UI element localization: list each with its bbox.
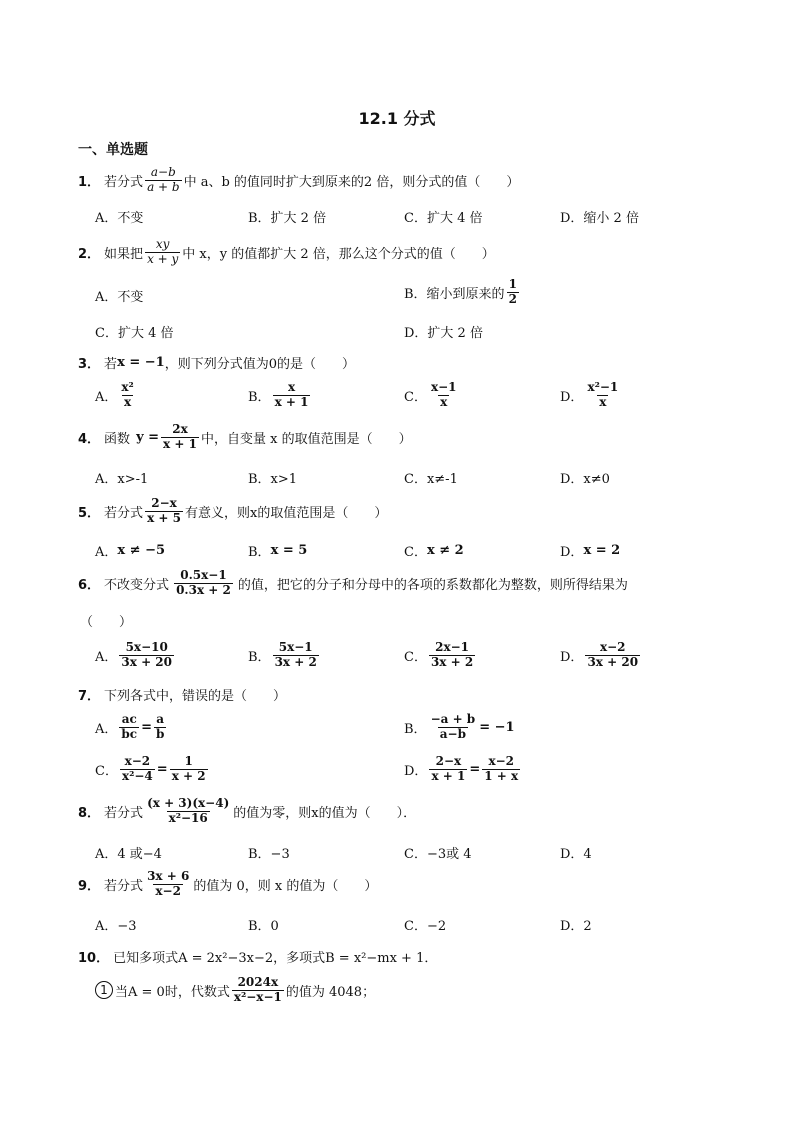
option-d[interactable]: D．扩大 2 倍 (404, 326, 483, 341)
fraction-numerator: 5x−10 (125, 640, 168, 654)
fraction-denominator: x + 1 (274, 394, 309, 409)
option-d[interactable] (560, 641, 642, 670)
fraction-denominator: 1 + x (484, 768, 519, 783)
question-number: 2． (78, 246, 101, 262)
fraction-denominator: b (156, 726, 165, 741)
fraction-denominator: x (124, 394, 132, 409)
option-label: A． (95, 721, 118, 737)
option-a[interactable]: A．−3 (95, 919, 137, 934)
fraction-numerator: a−b (150, 165, 176, 179)
question-text: 中，自变量 x 的取值范围是（ ） (200, 431, 412, 447)
fraction-denominator: 0.3x + 2 (176, 582, 231, 597)
section-heading: 一、单选题 (78, 142, 148, 158)
option-a[interactable]: A．4 或−4 (95, 847, 162, 862)
fraction-numerator: x² (121, 380, 134, 394)
question-8 (78, 797, 416, 826)
fraction-numerator: xy (155, 237, 170, 251)
option-label: D． (560, 649, 584, 665)
fraction (429, 641, 475, 670)
question-number: 8． (78, 805, 101, 821)
question-number: 6． (78, 577, 101, 593)
option-c[interactable]: C．扩大 4 倍 (95, 326, 174, 341)
option-label: B． (248, 545, 271, 560)
fraction (170, 755, 208, 784)
option-d[interactable]: D．2 (560, 919, 592, 934)
option-c[interactable] (404, 381, 461, 410)
question-text: 如果把 (104, 246, 144, 262)
option-label: A． (95, 545, 118, 560)
fraction-numerator: 0.5x−1 (180, 568, 227, 582)
option-b[interactable] (404, 278, 521, 307)
option-label: D． (404, 763, 428, 779)
fraction (119, 381, 135, 410)
fraction (145, 497, 183, 526)
option-c[interactable]: C．−3或 4 (404, 847, 472, 862)
option-label: A． (95, 389, 118, 405)
option-label: A． (95, 649, 118, 665)
option-c[interactable] (404, 541, 464, 560)
option-b[interactable]: B．扩大 2 倍 (248, 211, 327, 226)
question-3 (78, 353, 355, 372)
question-text: 若分式 (104, 174, 144, 190)
question-number: 7． (78, 689, 101, 704)
question-text: 若分式 (104, 878, 144, 894)
option-d[interactable] (404, 755, 522, 784)
fraction (429, 381, 459, 410)
question-2 (78, 238, 495, 267)
question-10-part-1 (95, 976, 375, 1005)
question-9 (78, 870, 377, 899)
fraction-denominator: x + y (147, 251, 179, 266)
fraction (507, 278, 519, 307)
page-title: 12.1 分式 (358, 109, 436, 128)
fraction-denominator: bc (121, 726, 138, 741)
fraction-denominator: x + 5 (147, 510, 181, 525)
question-6 (78, 569, 628, 598)
fraction-denominator: 3x + 2 (430, 654, 474, 669)
option-d[interactable]: D．缩小 2 倍 (560, 211, 639, 226)
option-label: C． (404, 649, 427, 665)
equals-sign: = (141, 719, 152, 735)
fraction-numerator: ac (121, 712, 137, 726)
option-c[interactable] (95, 755, 210, 784)
option-a[interactable]: A．x>-1 (95, 472, 149, 487)
option-d[interactable]: D．4 (560, 847, 592, 862)
fraction-numerator: 2x (172, 422, 188, 436)
fraction-denominator: x (599, 394, 607, 409)
fraction-numerator: 1 (184, 754, 193, 768)
option-a[interactable]: A．不变 (95, 211, 144, 226)
option-b[interactable] (248, 381, 312, 410)
fraction-numerator: 2−x (151, 496, 177, 510)
fraction-denominator: a−b (439, 726, 466, 741)
option-d[interactable]: D．x≠0 (560, 472, 610, 487)
question-10 (78, 947, 437, 966)
math-expression: y = (136, 429, 160, 445)
question-1 (78, 166, 519, 195)
option-b[interactable]: B．0 (248, 919, 279, 934)
option-value: x = 2 (583, 543, 621, 558)
option-label: C． (95, 763, 118, 779)
fraction-numerator: 2−x (435, 754, 462, 768)
question-text: 函数 (104, 431, 131, 447)
fraction-numerator: x−2 (488, 754, 514, 768)
question-text: 中 a、b 的值同时扩大到原来的2 倍，则分式的值（ ） (183, 174, 520, 190)
question-text: 已知多项式A = 2x²−3x−2，多项式B = x²−mx + 1． (113, 951, 438, 966)
option-c[interactable]: C．扩大 4 倍 (404, 211, 483, 226)
fraction (429, 713, 478, 742)
option-label: C． (404, 389, 427, 405)
option-b[interactable]: B．x>1 (248, 472, 298, 487)
question-4 (78, 423, 412, 452)
fraction (145, 238, 180, 267)
fraction-denominator: a + b (147, 179, 180, 194)
question-number: 4． (78, 431, 101, 447)
fraction-denominator: x + 2 (171, 768, 206, 783)
fraction-numerator: 5x−1 (278, 640, 313, 654)
fraction-numerator: x−2 (124, 754, 151, 768)
fraction-denominator: x²−4 (121, 768, 153, 783)
question-text: 中 x，y 的值都扩大 2 倍，那么这个分式的值（ ） (182, 246, 495, 262)
fraction (119, 641, 174, 670)
equals-sign: = (156, 761, 168, 777)
option-text: B．缩小到原来的 (404, 286, 505, 302)
fraction (174, 569, 233, 598)
fraction-numerator: x−2 (599, 640, 626, 654)
option-c[interactable] (404, 641, 477, 670)
fraction (145, 870, 191, 899)
question-number: 5． (78, 505, 101, 521)
question-text: 若 (104, 357, 118, 372)
option-a[interactable] (95, 641, 176, 670)
fraction (273, 381, 311, 410)
option-label: B． (248, 389, 271, 405)
question-text: 若分式 (104, 505, 144, 521)
fraction-denominator: x + 1 (163, 436, 197, 451)
math-expression: x = −1 (117, 355, 165, 370)
fraction (120, 755, 155, 784)
fraction-numerator: (x + 3)(x−4) (147, 796, 230, 810)
fraction-numerator: a (156, 712, 165, 726)
fraction-numerator: x (287, 380, 296, 394)
option-value: x ≠ −5 (117, 543, 166, 558)
fraction-denominator: 3x + 2 (274, 654, 317, 669)
fraction-denominator: x (440, 394, 448, 409)
option-value: x = 5 (270, 543, 308, 558)
fraction (585, 641, 640, 670)
option-label: C． (404, 545, 427, 560)
question-5 (78, 497, 387, 526)
fraction-denominator: x²−x−1 (233, 989, 282, 1004)
option-c[interactable]: C．x≠-1 (404, 472, 458, 487)
question-text: 有意义，则x的取值范围是（ ） (184, 505, 388, 521)
question-text: 不改变分式 (104, 577, 170, 593)
option-d[interactable] (560, 381, 622, 410)
option-label: D． (560, 389, 584, 405)
option-b[interactable] (248, 541, 307, 560)
option-b[interactable]: B．−3 (248, 847, 290, 862)
fraction (482, 755, 520, 784)
option-d[interactable] (560, 541, 620, 560)
option-label: B． (248, 649, 271, 665)
question-text: 的值为 0，则 x 的值为（ ） (193, 878, 378, 894)
fraction (145, 797, 231, 826)
question-6-continuation: （ ） (80, 615, 133, 630)
fraction-numerator: 3x + 6 (147, 869, 190, 883)
fraction-numerator: 1 (508, 277, 517, 291)
fraction-numerator: x−1 (430, 380, 457, 394)
circled-number-1: 1 (95, 981, 113, 999)
question-text: 的值，把它的分子和分母中的各项的系数都化为整数，则所得结果为 (237, 577, 628, 593)
fraction-numerator: 2024x (237, 975, 279, 989)
fraction-numerator: x²−1 (587, 380, 619, 394)
fraction-numerator: −a + b (430, 712, 476, 726)
fraction (273, 641, 319, 670)
fraction-denominator: x + 1 (431, 768, 466, 783)
option-a[interactable] (95, 381, 138, 410)
fraction-denominator: 3x + 20 (121, 654, 173, 669)
question-text: 的值为 4048； (285, 984, 376, 1000)
question-text: 若分式 (104, 805, 144, 821)
question-text: 当A = 0时，代数式 (115, 984, 230, 1000)
equals-sign: = (469, 761, 481, 777)
option-b[interactable] (248, 641, 321, 670)
fraction-denominator: x−2 (155, 883, 181, 898)
question-number: 9． (78, 878, 101, 894)
question-text: 下列各式中，错误的是（ ） (104, 689, 287, 704)
option-a[interactable] (95, 541, 165, 560)
fraction-denominator: x²−16 (168, 810, 208, 825)
question-number: 10． (78, 951, 110, 966)
fraction (154, 713, 166, 742)
question-text: 的值为零，则x的值为（ ）． (233, 805, 417, 821)
option-a[interactable]: A．不变 (95, 290, 144, 305)
fraction (232, 976, 284, 1005)
fraction (145, 166, 182, 195)
question-number: 3． (78, 357, 101, 372)
question-text: ，则下列分式值为0的是（ ） (164, 357, 355, 372)
option-c[interactable]: C．−2 (404, 919, 447, 934)
option-label: B． (404, 721, 427, 737)
option-label: D． (560, 545, 584, 560)
math-expression: = −1 (479, 719, 515, 735)
fraction (585, 381, 620, 410)
option-value: x ≠ 2 (426, 543, 464, 558)
fraction (119, 713, 139, 742)
fraction-denominator: 2 (508, 291, 517, 306)
fraction (161, 423, 199, 452)
question-7 (78, 685, 286, 704)
question-number: 1． (78, 174, 101, 190)
fraction-numerator: 2x−1 (435, 640, 470, 654)
option-b[interactable] (404, 713, 515, 742)
fraction-denominator: 3x + 20 (587, 654, 639, 669)
option-a[interactable] (95, 713, 168, 742)
fraction (429, 755, 467, 784)
